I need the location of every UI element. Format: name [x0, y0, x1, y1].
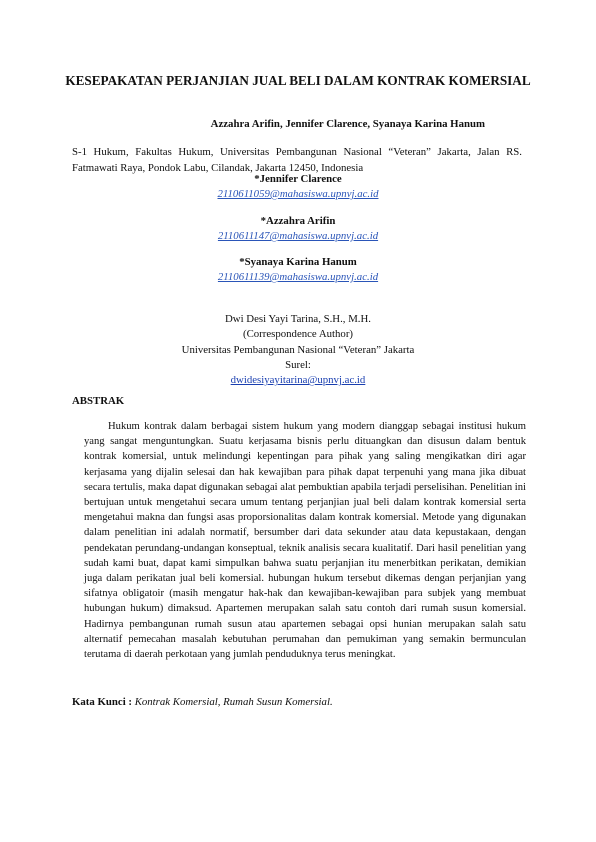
contact-syanaya — [0, 255, 596, 285]
affiliation: S-1 Hukum, Fakultas Hukum, Universitas Pembangunan Nasional “Veteran” Jakarta, Jalan RS. Fatmawati Raya, Pondok Labu, Cilandak, Jakarta 12450, Indonesia — [72, 146, 522, 174]
correspondence-block — [0, 312, 596, 388]
author-list: Azzahra Arifin, Jennifer Clarence, Syanaya Karina Hanum — [210, 118, 485, 130]
keywords-value: Kontrak Komersial, Rumah Susun Komersial. — [134, 696, 333, 708]
correspondence-email-label: Surel: — [285, 358, 311, 371]
abstract-text: Hukum kontrak dalam berbagai sistem hukum yang modern dianggap sebagai institusi hukum yang sangat menguntungkan. Suatu kerjasama bisnis perlu dituangkan dan disusun dalam bentuk kontrak komersial, untuk melindungi kepentingan para pihak yang saling mengikatkan diri agar kerjasama yang dijalin selesai dan hak kewajiban para pihak dapat terpenuhi yang mana jika dibuat secara tertulis, maka dapat digunakan sebagai alat pembuktian apabila terjadi perselisihan. Penelitian ini bertujuan untuk mengetahui secara umum tentang perjanjian jual beli dalam kontrak komersial serta mengetahui makna dan fungsi asas proporsionalitas dalam kontrak komersial. Metode yang digunakan dalam penelitian ini adalah normatif, bersumber dari data sekunder atau data kepustakaan, dengan pendekatan perundang-undangan konseptual, teknik analisis secara kualitatif. Dari hasil penelitian yang sudah kami buat, dapat kami simpulkan bahwa suatu perjanjian itu menerbitkan perikatan, demikian juga dalam perikatan jual beli komersial. hubungan hukum tersebut dikemas dengan perjanjian yang sifatnya obligatoir (masih mengatur hak-hak dan kewajiban-kewajiban para subjek yang membuat hubungan hukum) dimaksud. Apartemen merupakan salah satu contoh dari rumah susun komersial. Hadirnya pembangunan rumah susun atau apartemen sebagai opsi hunian merupakan salah satu alternatif pemecahan masalah kebutuhan perumahan dan pemukiman yang semakin bermunculan terutama di daerah perkotaan yang jumlah penduduknya terus meningkat. — [84, 421, 526, 661]
contact-azzahra — [0, 214, 596, 244]
keywords-line — [72, 696, 333, 708]
paper-title: KESEPAKATAN PERJANJIAN JUAL BELI DALAM KONTRAK KOMERSIAL — [65, 73, 531, 88]
abstract-heading: ABSTRAK — [72, 395, 125, 407]
keywords-label: Kata Kunci : — [72, 696, 132, 708]
contact-email-link[interactable]: 2110611059@mahasiswa.upnvj.ac.id — [217, 188, 379, 200]
contact-jennifer — [0, 172, 596, 202]
contact-email-link[interactable]: 2110611139@mahasiswa.upnvj.ac.id — [217, 271, 379, 283]
correspondence-email-link[interactable]: dwidesiyayitarina@upnvj.ac.id — [230, 374, 366, 387]
contact-name: *Jennifer Clarence — [254, 173, 342, 185]
correspondence-institution: Universitas Pembangunan Nasional “Veteran” Jakarta — [181, 343, 415, 356]
contact-name: *Azzahra Arifin — [260, 215, 336, 227]
contact-email-link[interactable]: 2110611147@mahasiswa.upnvj.ac.id — [217, 230, 379, 242]
correspondence-role: (Correspondence Author) — [242, 328, 354, 341]
correspondence-name: Dwi Desi Yayi Tarina, S.H., M.H. — [224, 313, 371, 325]
contact-name: *Syanaya Karina Hanum — [239, 256, 357, 268]
